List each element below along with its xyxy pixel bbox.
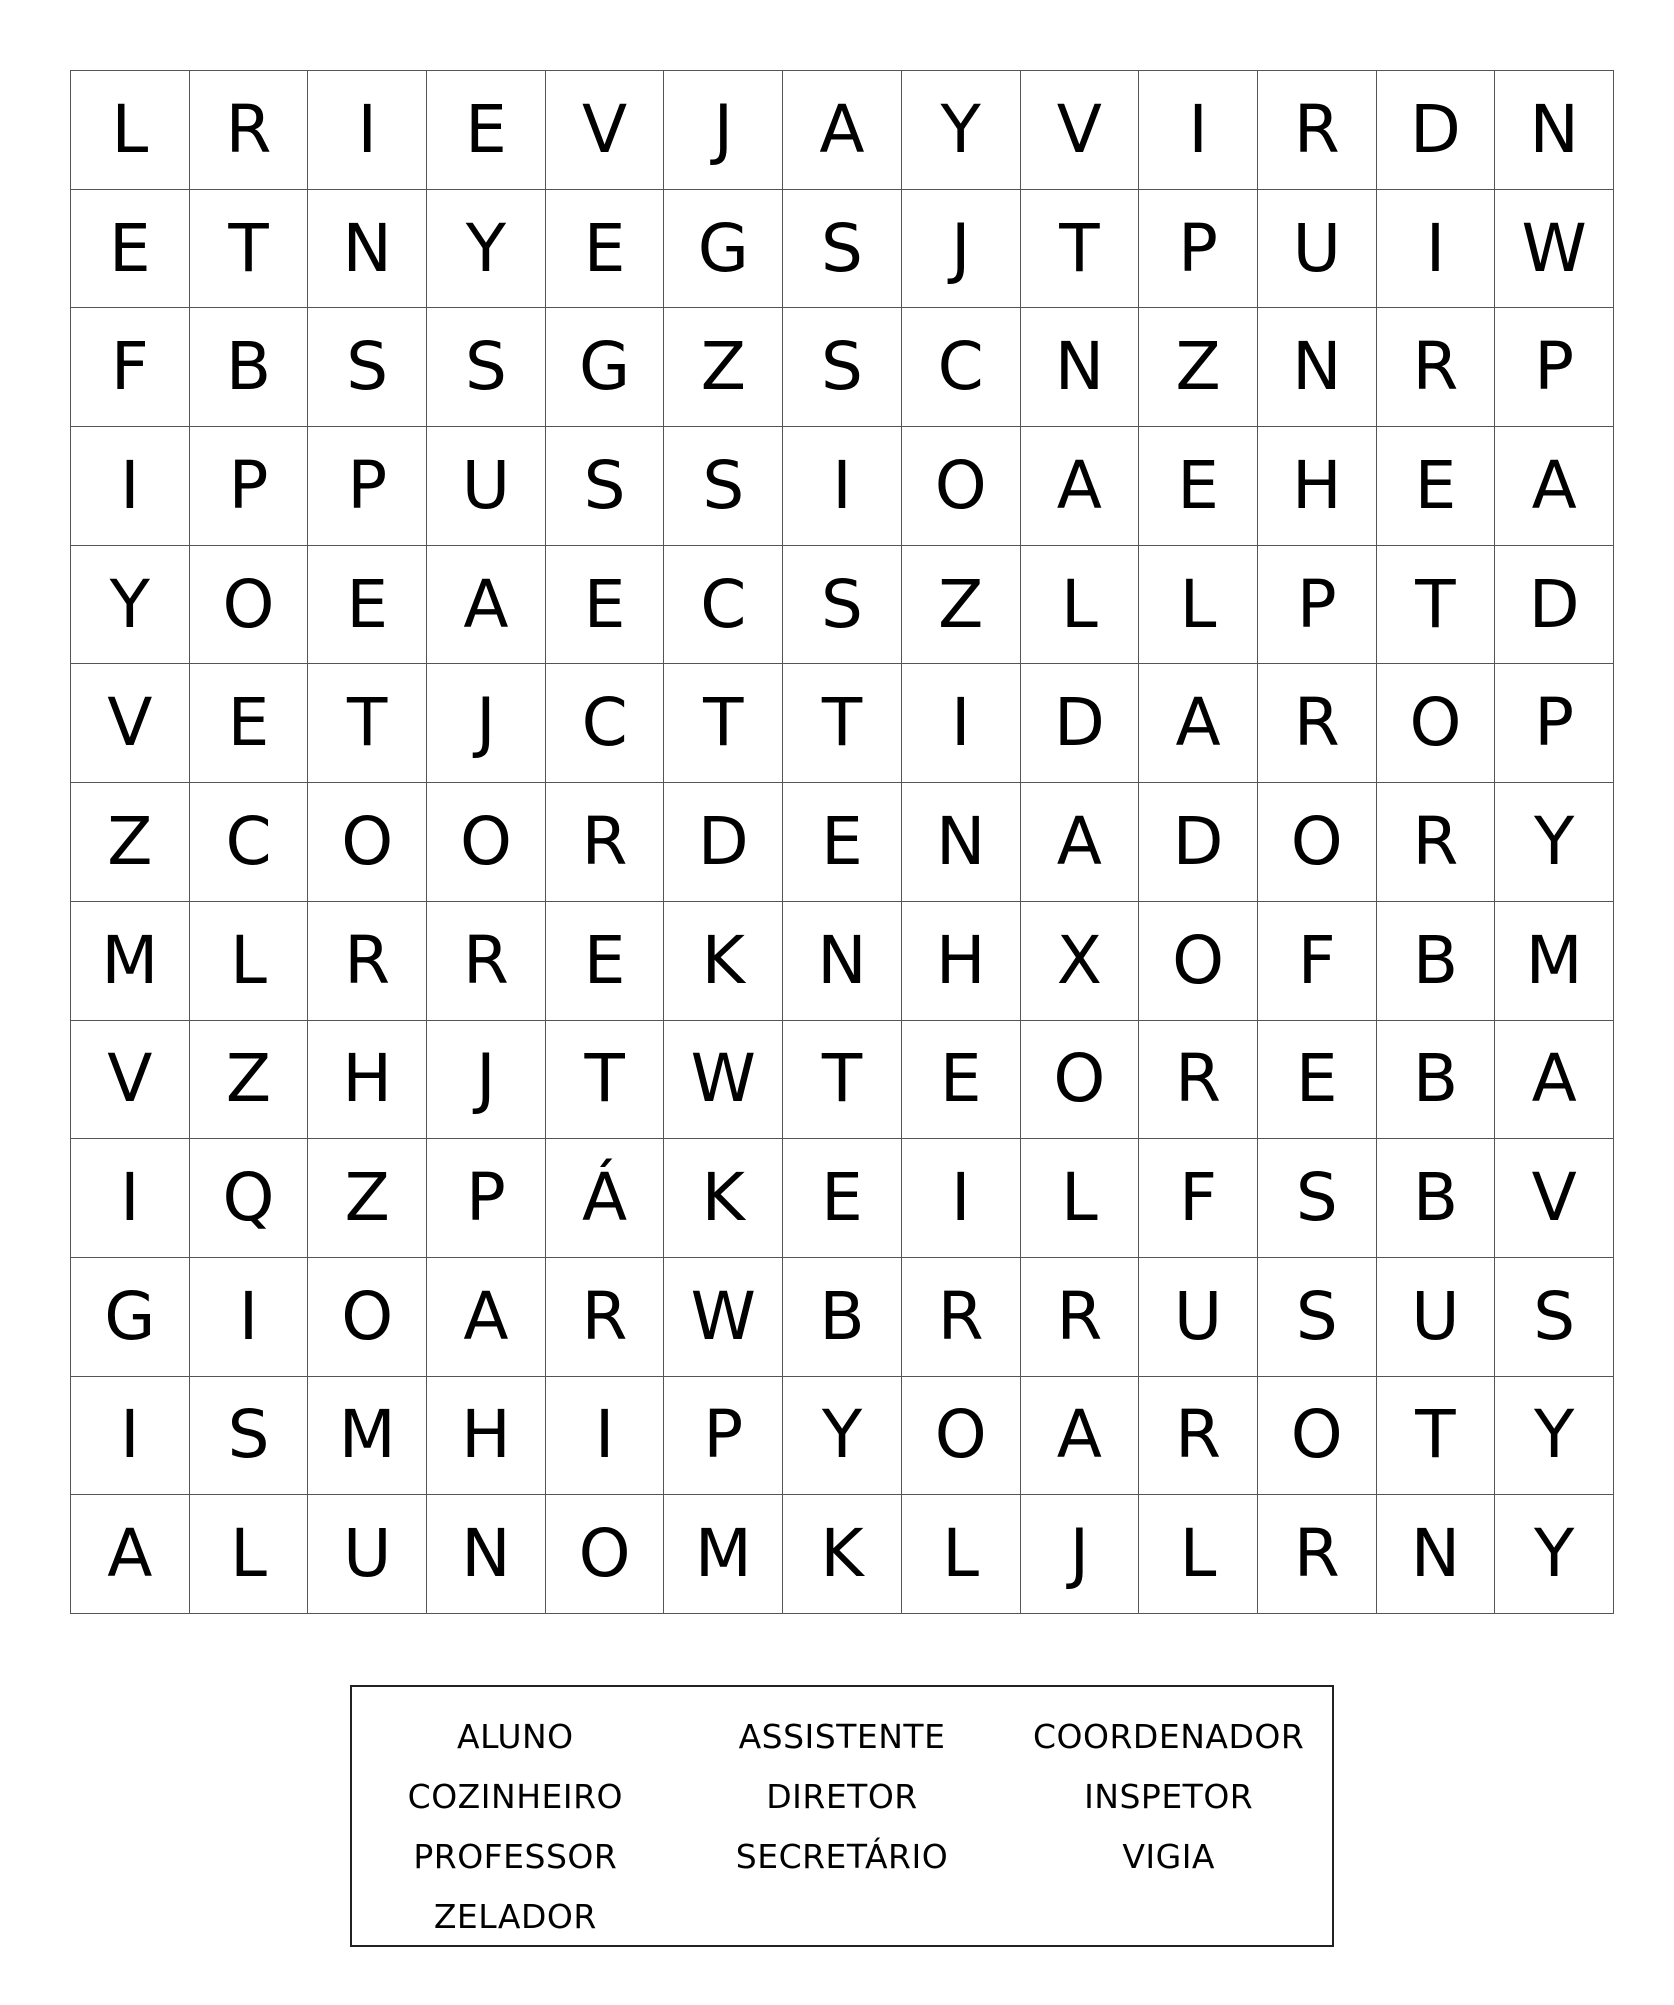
grid-cell[interactable]: A xyxy=(1021,1377,1140,1496)
word-search-grid xyxy=(70,70,1614,1614)
grid-cell[interactable]: O xyxy=(546,1495,665,1614)
grid-cell[interactable]: E xyxy=(546,902,665,1021)
grid-cell[interactable]: I xyxy=(902,664,1021,783)
grid-cell[interactable]: J xyxy=(427,1021,546,1140)
grid-cell[interactable]: O xyxy=(308,783,427,902)
grid-cell[interactable]: T xyxy=(1377,1377,1496,1496)
grid-cell[interactable]: S xyxy=(664,427,783,546)
grid-cell[interactable]: I xyxy=(308,71,427,190)
grid-cell[interactable]: E xyxy=(1258,1021,1377,1140)
grid-cell[interactable]: N xyxy=(427,1495,546,1614)
grid-cell[interactable]: D xyxy=(1377,71,1496,190)
grid-cell[interactable]: W xyxy=(1495,190,1614,309)
word-list-item: DIRETOR xyxy=(766,1777,918,1816)
grid-cell[interactable]: I xyxy=(71,427,190,546)
grid-cell[interactable]: S xyxy=(783,190,902,309)
grid-cell[interactable]: Y xyxy=(1495,1377,1614,1496)
grid-cell[interactable]: C xyxy=(664,546,783,665)
grid-cell[interactable]: B xyxy=(783,1258,902,1377)
grid-cell[interactable]: I xyxy=(71,1377,190,1496)
grid-cell[interactable]: F xyxy=(1139,1139,1258,1258)
grid-cell[interactable]: S xyxy=(783,308,902,427)
grid-cell[interactable]: S xyxy=(1495,1258,1614,1377)
grid-cell[interactable]: O xyxy=(427,783,546,902)
grid-cell[interactable]: Z xyxy=(190,1021,309,1140)
grid-cell[interactable]: Y xyxy=(1495,1495,1614,1614)
grid-cell[interactable]: S xyxy=(308,308,427,427)
grid-cell[interactable]: R xyxy=(427,902,546,1021)
grid-cell[interactable]: L xyxy=(190,902,309,1021)
grid-cell[interactable]: V xyxy=(71,664,190,783)
grid-cell[interactable]: G xyxy=(664,190,783,309)
grid-cell[interactable]: Z xyxy=(71,783,190,902)
grid-cell[interactable]: A xyxy=(427,1258,546,1377)
grid-cell[interactable]: E xyxy=(546,546,665,665)
grid-cell[interactable]: B xyxy=(1377,1021,1496,1140)
grid-cell[interactable]: L xyxy=(71,71,190,190)
grid-cell[interactable]: P xyxy=(664,1377,783,1496)
grid-cell[interactable]: T xyxy=(190,190,309,309)
grid-cell[interactable]: O xyxy=(902,427,1021,546)
grid-cell[interactable]: F xyxy=(1258,902,1377,1021)
grid-cell[interactable]: R xyxy=(1258,1495,1377,1614)
grid-cell[interactable]: D xyxy=(1021,664,1140,783)
grid-cell[interactable]: R xyxy=(308,902,427,1021)
grid-cell[interactable]: W xyxy=(664,1021,783,1140)
grid-cell[interactable]: L xyxy=(902,1495,1021,1614)
word-list-item: COZINHEIRO xyxy=(407,1777,623,1816)
grid-cell[interactable]: O xyxy=(1021,1021,1140,1140)
grid-cell[interactable]: V xyxy=(1495,1139,1614,1258)
grid-cell[interactable]: O xyxy=(1139,902,1258,1021)
grid-cell[interactable]: A xyxy=(1021,427,1140,546)
grid-cell[interactable]: N xyxy=(783,902,902,1021)
grid-cell[interactable]: S xyxy=(427,308,546,427)
grid-cell[interactable]: D xyxy=(664,783,783,902)
grid-cell[interactable]: H xyxy=(902,902,1021,1021)
grid-cell[interactable]: N xyxy=(1258,308,1377,427)
grid-cell[interactable]: S xyxy=(546,427,665,546)
grid-cell[interactable]: E xyxy=(546,190,665,309)
grid-cell[interactable]: H xyxy=(308,1021,427,1140)
grid-cell[interactable]: P xyxy=(308,427,427,546)
grid-cell[interactable]: K xyxy=(664,1139,783,1258)
grid-cell[interactable]: J xyxy=(664,71,783,190)
grid-cell[interactable]: Q xyxy=(190,1139,309,1258)
grid-cell[interactable]: M xyxy=(664,1495,783,1614)
grid-cell[interactable]: O xyxy=(902,1377,1021,1496)
grid-cell[interactable]: N xyxy=(902,783,1021,902)
grid-cell[interactable]: R xyxy=(190,71,309,190)
grid-cell[interactable]: R xyxy=(1021,1258,1140,1377)
grid-cell[interactable]: L xyxy=(1021,546,1140,665)
grid-cell[interactable]: N xyxy=(1021,308,1140,427)
grid-cell[interactable]: E xyxy=(308,546,427,665)
grid-cell[interactable]: A xyxy=(71,1495,190,1614)
grid-cell[interactable]: R xyxy=(1377,783,1496,902)
grid-cell[interactable]: T xyxy=(546,1021,665,1140)
grid-cell[interactable]: T xyxy=(783,1021,902,1140)
grid-cell[interactable]: M xyxy=(1495,902,1614,1021)
word-list xyxy=(350,1685,1334,1947)
word-list-item: ASSISTENTE xyxy=(738,1717,946,1756)
grid-cell[interactable]: K xyxy=(783,1495,902,1614)
grid-cell[interactable]: N xyxy=(308,190,427,309)
grid-cell[interactable]: E xyxy=(783,783,902,902)
grid-cell[interactable]: R xyxy=(546,783,665,902)
grid-cell[interactable]: C xyxy=(902,308,1021,427)
grid-cell[interactable]: I xyxy=(190,1258,309,1377)
grid-cell[interactable]: R xyxy=(546,1258,665,1377)
grid-cell[interactable]: I xyxy=(71,1139,190,1258)
grid-cell[interactable]: S xyxy=(1258,1139,1377,1258)
grid-cell[interactable]: E xyxy=(1139,427,1258,546)
grid-cell[interactable]: D xyxy=(1495,546,1614,665)
grid-cell[interactable]: I xyxy=(783,427,902,546)
grid-cell[interactable]: C xyxy=(190,783,309,902)
grid-cell[interactable]: P xyxy=(1495,308,1614,427)
grid-cell[interactable]: R xyxy=(1258,664,1377,783)
grid-cell[interactable]: R xyxy=(1139,1021,1258,1140)
grid-cell[interactable]: T xyxy=(783,664,902,783)
grid-cell[interactable]: N xyxy=(1495,71,1614,190)
grid-cell[interactable]: Z xyxy=(1139,308,1258,427)
grid-cell[interactable]: J xyxy=(427,664,546,783)
grid-cell[interactable]: E xyxy=(190,664,309,783)
grid-cell[interactable]: O xyxy=(308,1258,427,1377)
grid-cell[interactable]: J xyxy=(902,190,1021,309)
grid-cell[interactable]: L xyxy=(1021,1139,1140,1258)
grid-cell[interactable]: L xyxy=(1139,1495,1258,1614)
grid-cell[interactable]: D xyxy=(1139,783,1258,902)
grid-cell[interactable]: L xyxy=(190,1495,309,1614)
grid-cell[interactable]: Y xyxy=(71,546,190,665)
grid-cell[interactable]: Y xyxy=(427,190,546,309)
grid-cell[interactable]: P xyxy=(1258,546,1377,665)
grid-cell[interactable]: R xyxy=(1377,308,1496,427)
grid-cell[interactable]: T xyxy=(308,664,427,783)
grid-cell[interactable]: E xyxy=(427,71,546,190)
grid-cell[interactable]: E xyxy=(1377,427,1496,546)
grid-cell[interactable]: G xyxy=(546,308,665,427)
grid-cell[interactable]: V xyxy=(71,1021,190,1140)
grid-cell[interactable]: V xyxy=(546,71,665,190)
grid-cell[interactable]: Z xyxy=(902,546,1021,665)
grid-cell[interactable]: N xyxy=(1377,1495,1496,1614)
grid-cell[interactable]: E xyxy=(902,1021,1021,1140)
word-list-item: PROFESSOR xyxy=(413,1837,618,1876)
grid-cell[interactable]: R xyxy=(902,1258,1021,1377)
grid-cell[interactable]: X xyxy=(1021,902,1140,1021)
grid-cell[interactable]: U xyxy=(1377,1258,1496,1377)
word-list-item: ZELADOR xyxy=(433,1897,597,1936)
grid-cell[interactable]: R xyxy=(1139,1377,1258,1496)
grid-cell[interactable]: P xyxy=(1495,664,1614,783)
grid-cell[interactable]: O xyxy=(1258,783,1377,902)
grid-cell[interactable]: P xyxy=(1139,190,1258,309)
word-list-item: COORDENADOR xyxy=(1033,1717,1305,1756)
grid-cell[interactable]: I xyxy=(1377,190,1496,309)
grid-cell[interactable]: T xyxy=(1021,190,1140,309)
grid-cell[interactable]: M xyxy=(308,1377,427,1496)
grid-cell[interactable]: Z xyxy=(308,1139,427,1258)
grid-cell[interactable]: B xyxy=(1377,1139,1496,1258)
grid-cell[interactable]: P xyxy=(190,427,309,546)
grid-cell[interactable]: O xyxy=(190,546,309,665)
grid-cell[interactable]: Á xyxy=(546,1139,665,1258)
grid-cell[interactable]: Y xyxy=(783,1377,902,1496)
grid-cell[interactable]: V xyxy=(1021,71,1140,190)
grid-cell[interactable]: I xyxy=(902,1139,1021,1258)
grid-cell[interactable]: Y xyxy=(902,71,1021,190)
grid-cell[interactable]: A xyxy=(783,71,902,190)
grid-cell[interactable]: E xyxy=(71,190,190,309)
grid-cell[interactable]: Y xyxy=(1495,783,1614,902)
grid-cell[interactable]: C xyxy=(546,664,665,783)
grid-cell[interactable]: S xyxy=(1258,1258,1377,1377)
grid-cell[interactable]: A xyxy=(427,546,546,665)
grid-cell[interactable]: E xyxy=(783,1139,902,1258)
grid-cell[interactable]: G xyxy=(71,1258,190,1377)
grid-cell[interactable]: O xyxy=(1258,1377,1377,1496)
grid-cell[interactable]: U xyxy=(308,1495,427,1614)
grid-cell[interactable]: A xyxy=(1021,783,1140,902)
grid-cell[interactable]: A xyxy=(1495,1021,1614,1140)
grid-cell[interactable]: A xyxy=(1139,664,1258,783)
grid-cell[interactable]: O xyxy=(1377,664,1496,783)
grid-cell[interactable]: F xyxy=(71,308,190,427)
grid-cell[interactable]: I xyxy=(1139,71,1258,190)
grid-cell[interactable]: P xyxy=(427,1139,546,1258)
grid-cell[interactable]: M xyxy=(71,902,190,1021)
grid-cell[interactable]: B xyxy=(1377,902,1496,1021)
word-list-item: VIGIA xyxy=(1122,1837,1215,1876)
grid-cell[interactable]: H xyxy=(427,1377,546,1496)
word-list-item: ALUNO xyxy=(457,1717,574,1756)
grid-cell[interactable]: A xyxy=(1495,427,1614,546)
grid-cell[interactable]: U xyxy=(1258,190,1377,309)
grid-cell[interactable]: J xyxy=(1021,1495,1140,1614)
grid-cell[interactable]: S xyxy=(190,1377,309,1496)
grid-cell[interactable]: H xyxy=(1258,427,1377,546)
grid-cell[interactable]: B xyxy=(190,308,309,427)
word-list-item: INSPETOR xyxy=(1084,1777,1254,1816)
grid-cell[interactable]: W xyxy=(664,1258,783,1377)
grid-cell[interactable]: L xyxy=(1139,546,1258,665)
grid-cell[interactable]: U xyxy=(1139,1258,1258,1377)
grid-cell[interactable]: Z xyxy=(664,308,783,427)
grid-cell[interactable]: K xyxy=(664,902,783,1021)
grid-cell[interactable]: R xyxy=(1258,71,1377,190)
grid-cell[interactable]: T xyxy=(1377,546,1496,665)
word-list-item: SECRETÁRIO xyxy=(735,1837,949,1876)
grid-cell[interactable]: U xyxy=(427,427,546,546)
grid-cell[interactable]: T xyxy=(664,664,783,783)
grid-cell[interactable]: S xyxy=(783,546,902,665)
grid-cell[interactable]: I xyxy=(546,1377,665,1496)
